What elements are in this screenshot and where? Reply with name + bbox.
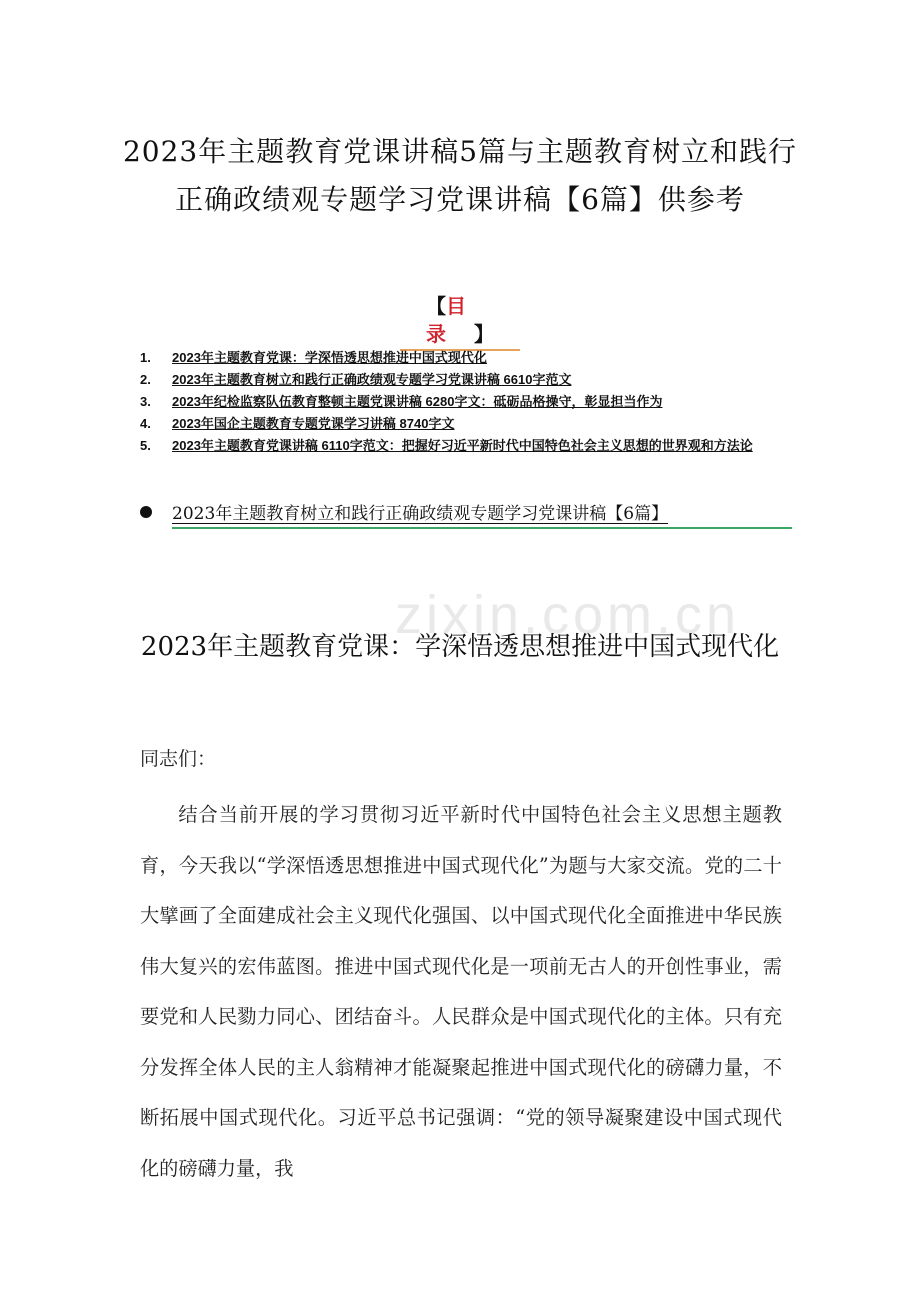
toc-bullet-underline xyxy=(172,527,792,529)
bullet-dot-icon xyxy=(140,506,152,518)
document-title xyxy=(100,128,820,224)
document-title-line-2: 正确政绩观专题学习党课讲稿【6篇】供参考 xyxy=(175,183,745,216)
toc-item-number: 4. xyxy=(140,416,151,431)
toc-bullet-link[interactable]: 2023年主题教育树立和践行正确政绩观专题学习党课讲稿【6篇】 xyxy=(172,504,669,524)
toc-bullet-item[interactable] xyxy=(140,500,795,528)
toc-item[interactable] xyxy=(140,435,790,457)
toc-item-link[interactable]: 2023年主题教育党课：学深悟透思想推进中国式现代化 xyxy=(172,350,487,365)
toc-item-number: 5. xyxy=(140,438,151,453)
toc-item-link[interactable]: 2023年主题教育树立和践行正确政绩观专题学习党课讲稿 6610字范文 xyxy=(172,372,572,387)
watermark: zixin.com.cn xyxy=(395,585,741,645)
document-title-line-1: 2023年主题教育党课讲稿5篇与主题教育树立和践行 xyxy=(122,135,798,168)
section-title: 2023年主题教育党课：学深悟透思想推进中国式现代化 xyxy=(140,632,780,662)
toc-heading-text: 目 录 xyxy=(426,294,494,346)
toc-heading-close-bracket: 】 xyxy=(474,322,494,346)
toc-item-number: 2. xyxy=(140,372,151,387)
toc-item[interactable] xyxy=(140,369,790,391)
toc-item-number: 1. xyxy=(140,350,151,365)
toc-heading-open-bracket: 【 xyxy=(426,294,446,318)
toc-item[interactable] xyxy=(140,347,790,369)
toc-item-link[interactable]: 2023年纪检监察队伍教育整顿主题党课讲稿 6280字文：砥砺品格操守，彰显担当作为 xyxy=(172,394,663,409)
toc-item[interactable] xyxy=(140,391,790,413)
toc-heading xyxy=(400,292,520,351)
greeting: 同志们： xyxy=(140,748,217,770)
toc-item-link[interactable]: 2023年主题教育党课讲稿 6110字范文：把握好习近平新时代中国特色社会主义思想的世界观和方法论 xyxy=(172,438,753,453)
toc-item-link[interactable]: 2023年国企主题教育专题党课学习讲稿 8740字文 xyxy=(172,416,455,431)
toc-item[interactable] xyxy=(140,413,790,435)
toc-item-number: 3. xyxy=(140,394,151,409)
toc-list xyxy=(140,347,790,457)
body-paragraph: 结合当前开展的学习贯彻习近平新时代中国特色社会主义思想主题教育，今天我以“学深悟透思想推进中国式现代化”为题与大家交流。党的二十大擘画了全面建成社会主义现代化强国、以中国式现代化全面推进中华民族伟大复兴的宏伟蓝图。推进中国式现代化是一项前无古人的开创性事业，需要党和人民勠力同心、团结奋斗。人民群众是中国式现代化的主体。只有充分发挥全体人民的主人翁精神才能凝聚起推进中国式现代化的磅礴力量，不断拓展中国式现代化。习近平总书记强调：“党的领导凝聚建设中国式现代化的磅礴力量，我 xyxy=(140,803,782,1180)
